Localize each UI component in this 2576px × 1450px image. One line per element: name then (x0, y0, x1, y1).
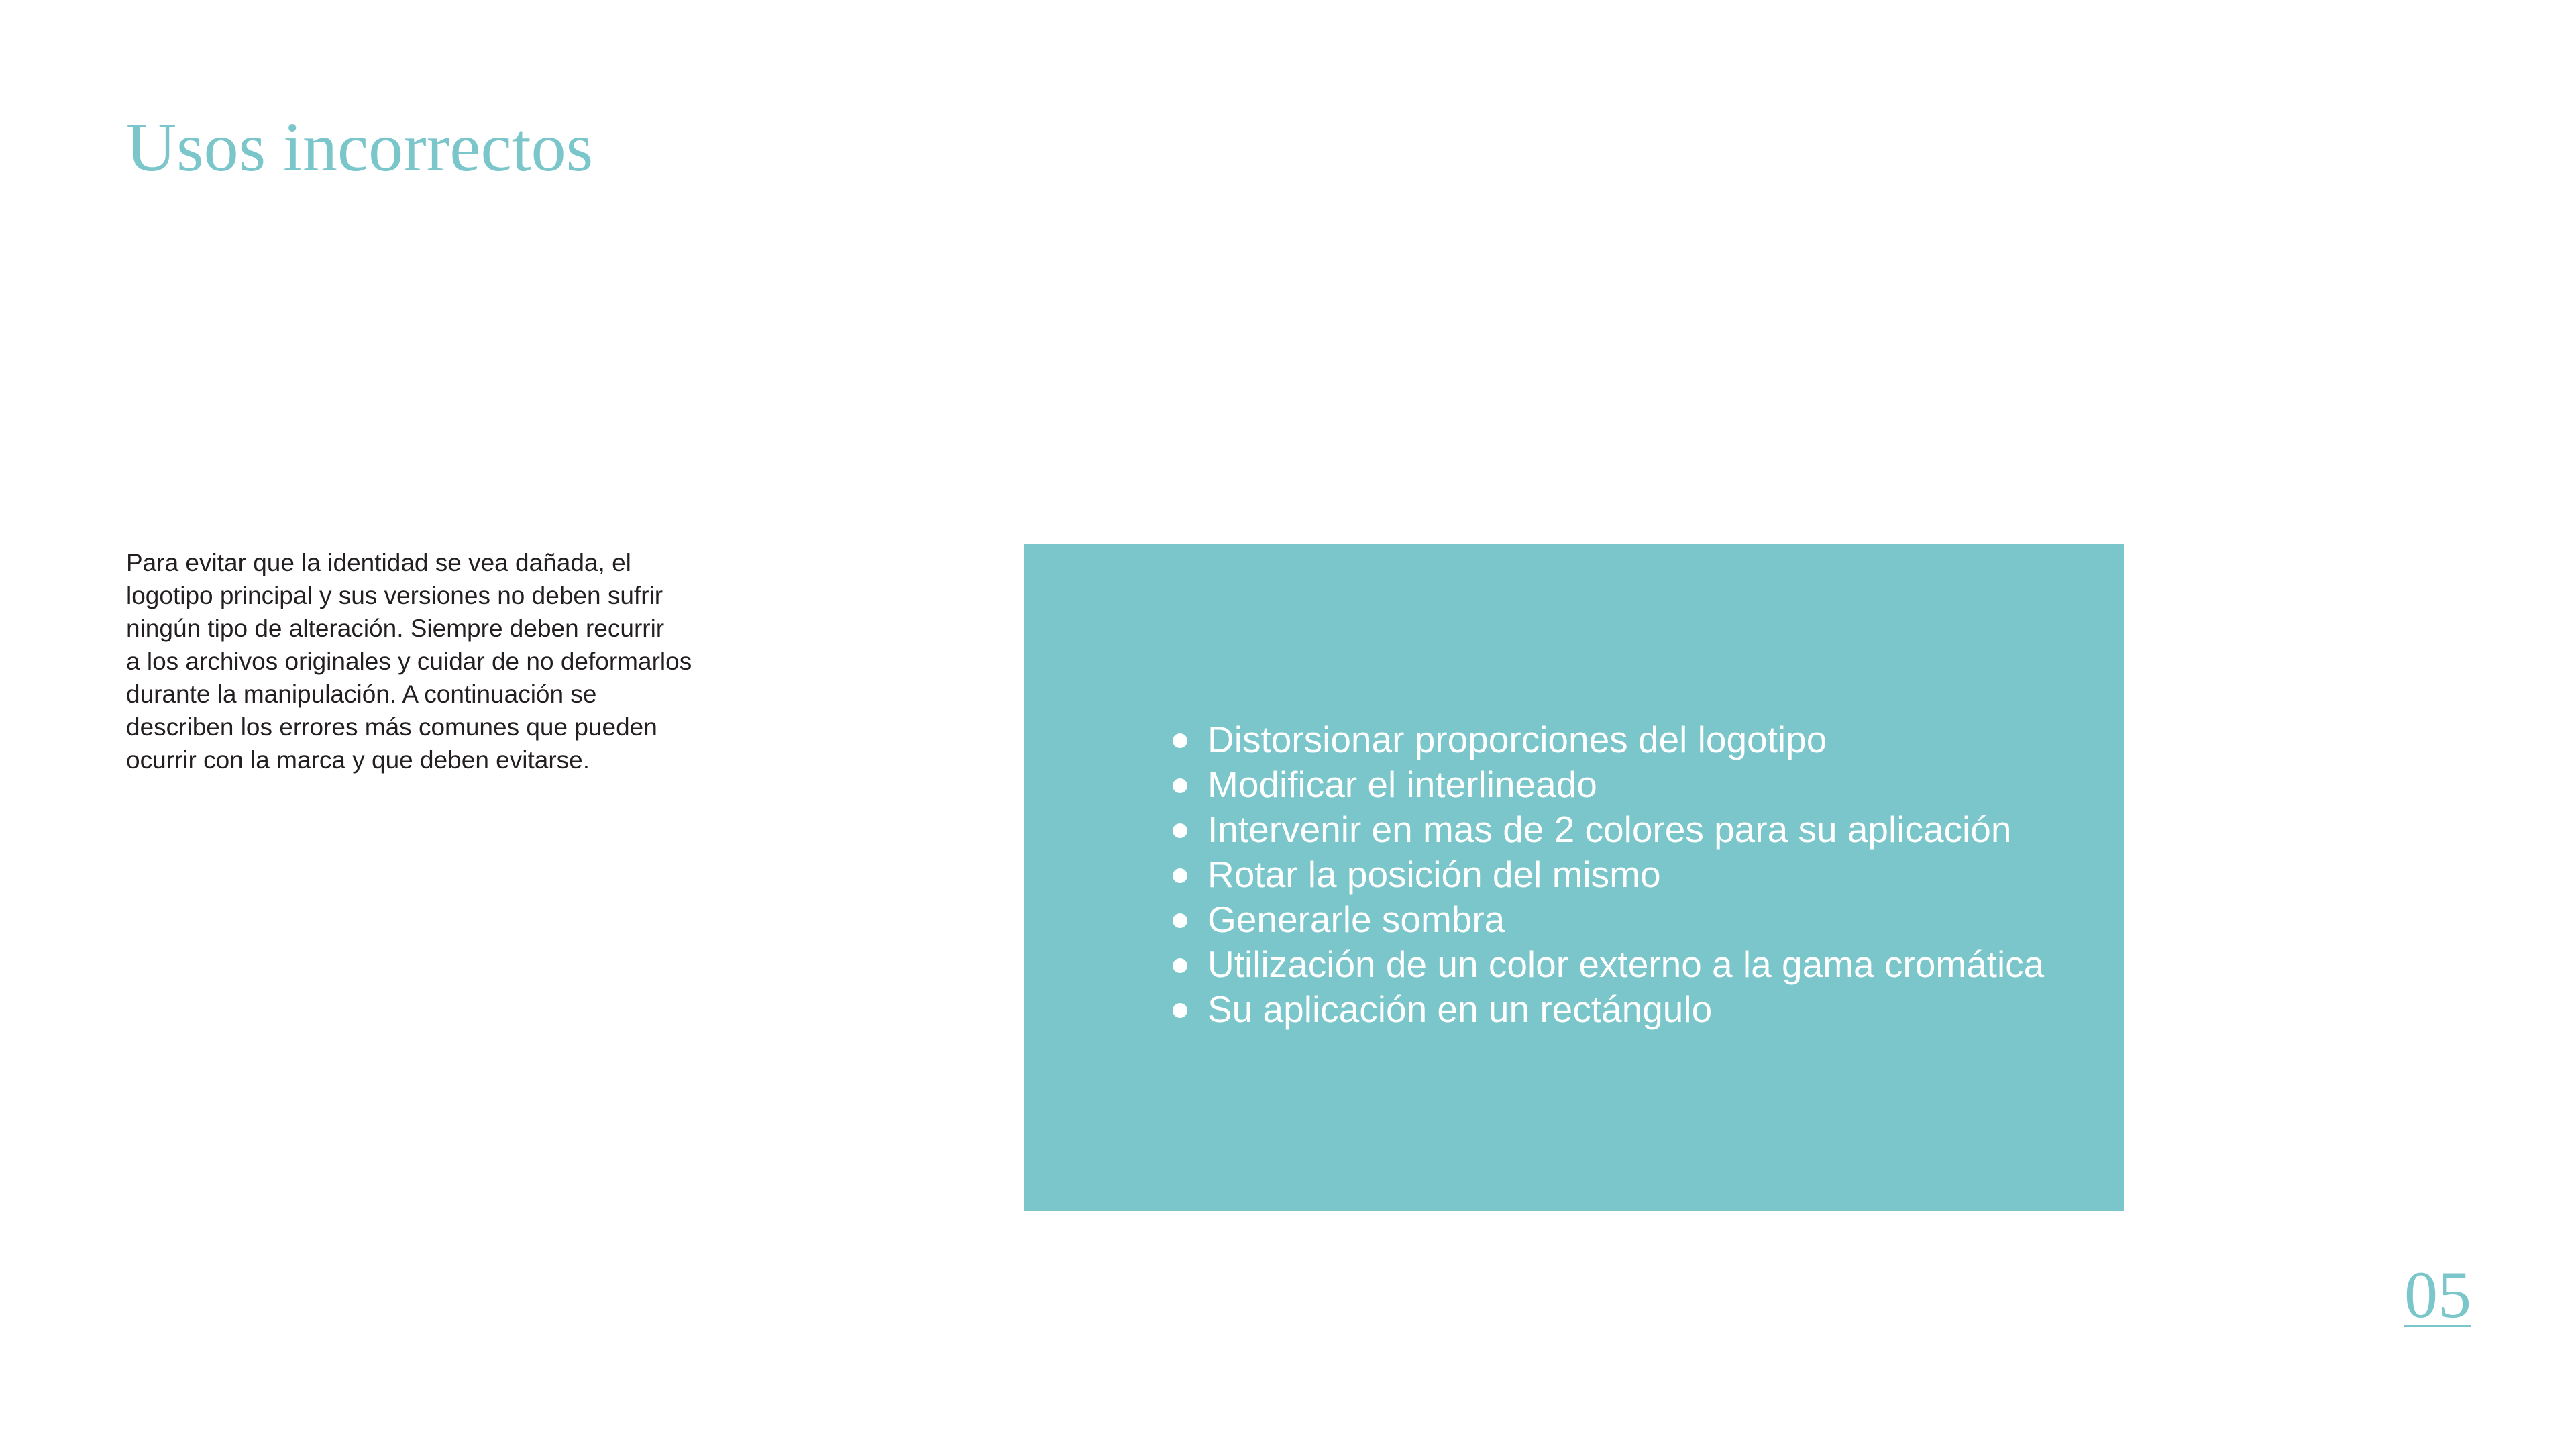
intro-line: Para evitar que la identidad se vea dañada, el (126, 549, 631, 576)
list-item: Modificar el interlineado (1173, 762, 2044, 807)
list-item: Su aplicación en un rectángulo (1173, 987, 2044, 1032)
list-item: Distorsionar proporciones del logotipo (1173, 717, 2044, 762)
intro-line: ningún tipo de alteración. Siempre deben recurrir (126, 615, 665, 642)
incorrect-uses-list (1173, 717, 2044, 1032)
intro-line: durante la manipulación. A continuación se (126, 680, 597, 708)
intro-line: describen los errores más comunes que pueden (126, 713, 657, 741)
intro-line: a los archivos originales y cuidar de no deformarlos (126, 648, 692, 675)
incorrect-uses-panel (1024, 544, 2124, 1211)
list-item: Intervenir en mas de 2 colores para su aplicación (1173, 807, 2044, 852)
intro-line: ocurrir con la marca y que deben evitarse. (126, 746, 590, 774)
intro-paragraph (126, 546, 730, 776)
list-item: Rotar la posición del mismo (1173, 852, 2044, 897)
list-item: Utilización de un color externo a la gama cromática (1173, 942, 2044, 987)
intro-line: logotipo principal y sus versiones no deben sufrir (126, 582, 663, 609)
list-item: Generarle sombra (1173, 897, 2044, 942)
page-number-link[interactable]: 05 (2404, 1257, 2471, 1332)
page-title: Usos incorrectos (126, 109, 594, 186)
